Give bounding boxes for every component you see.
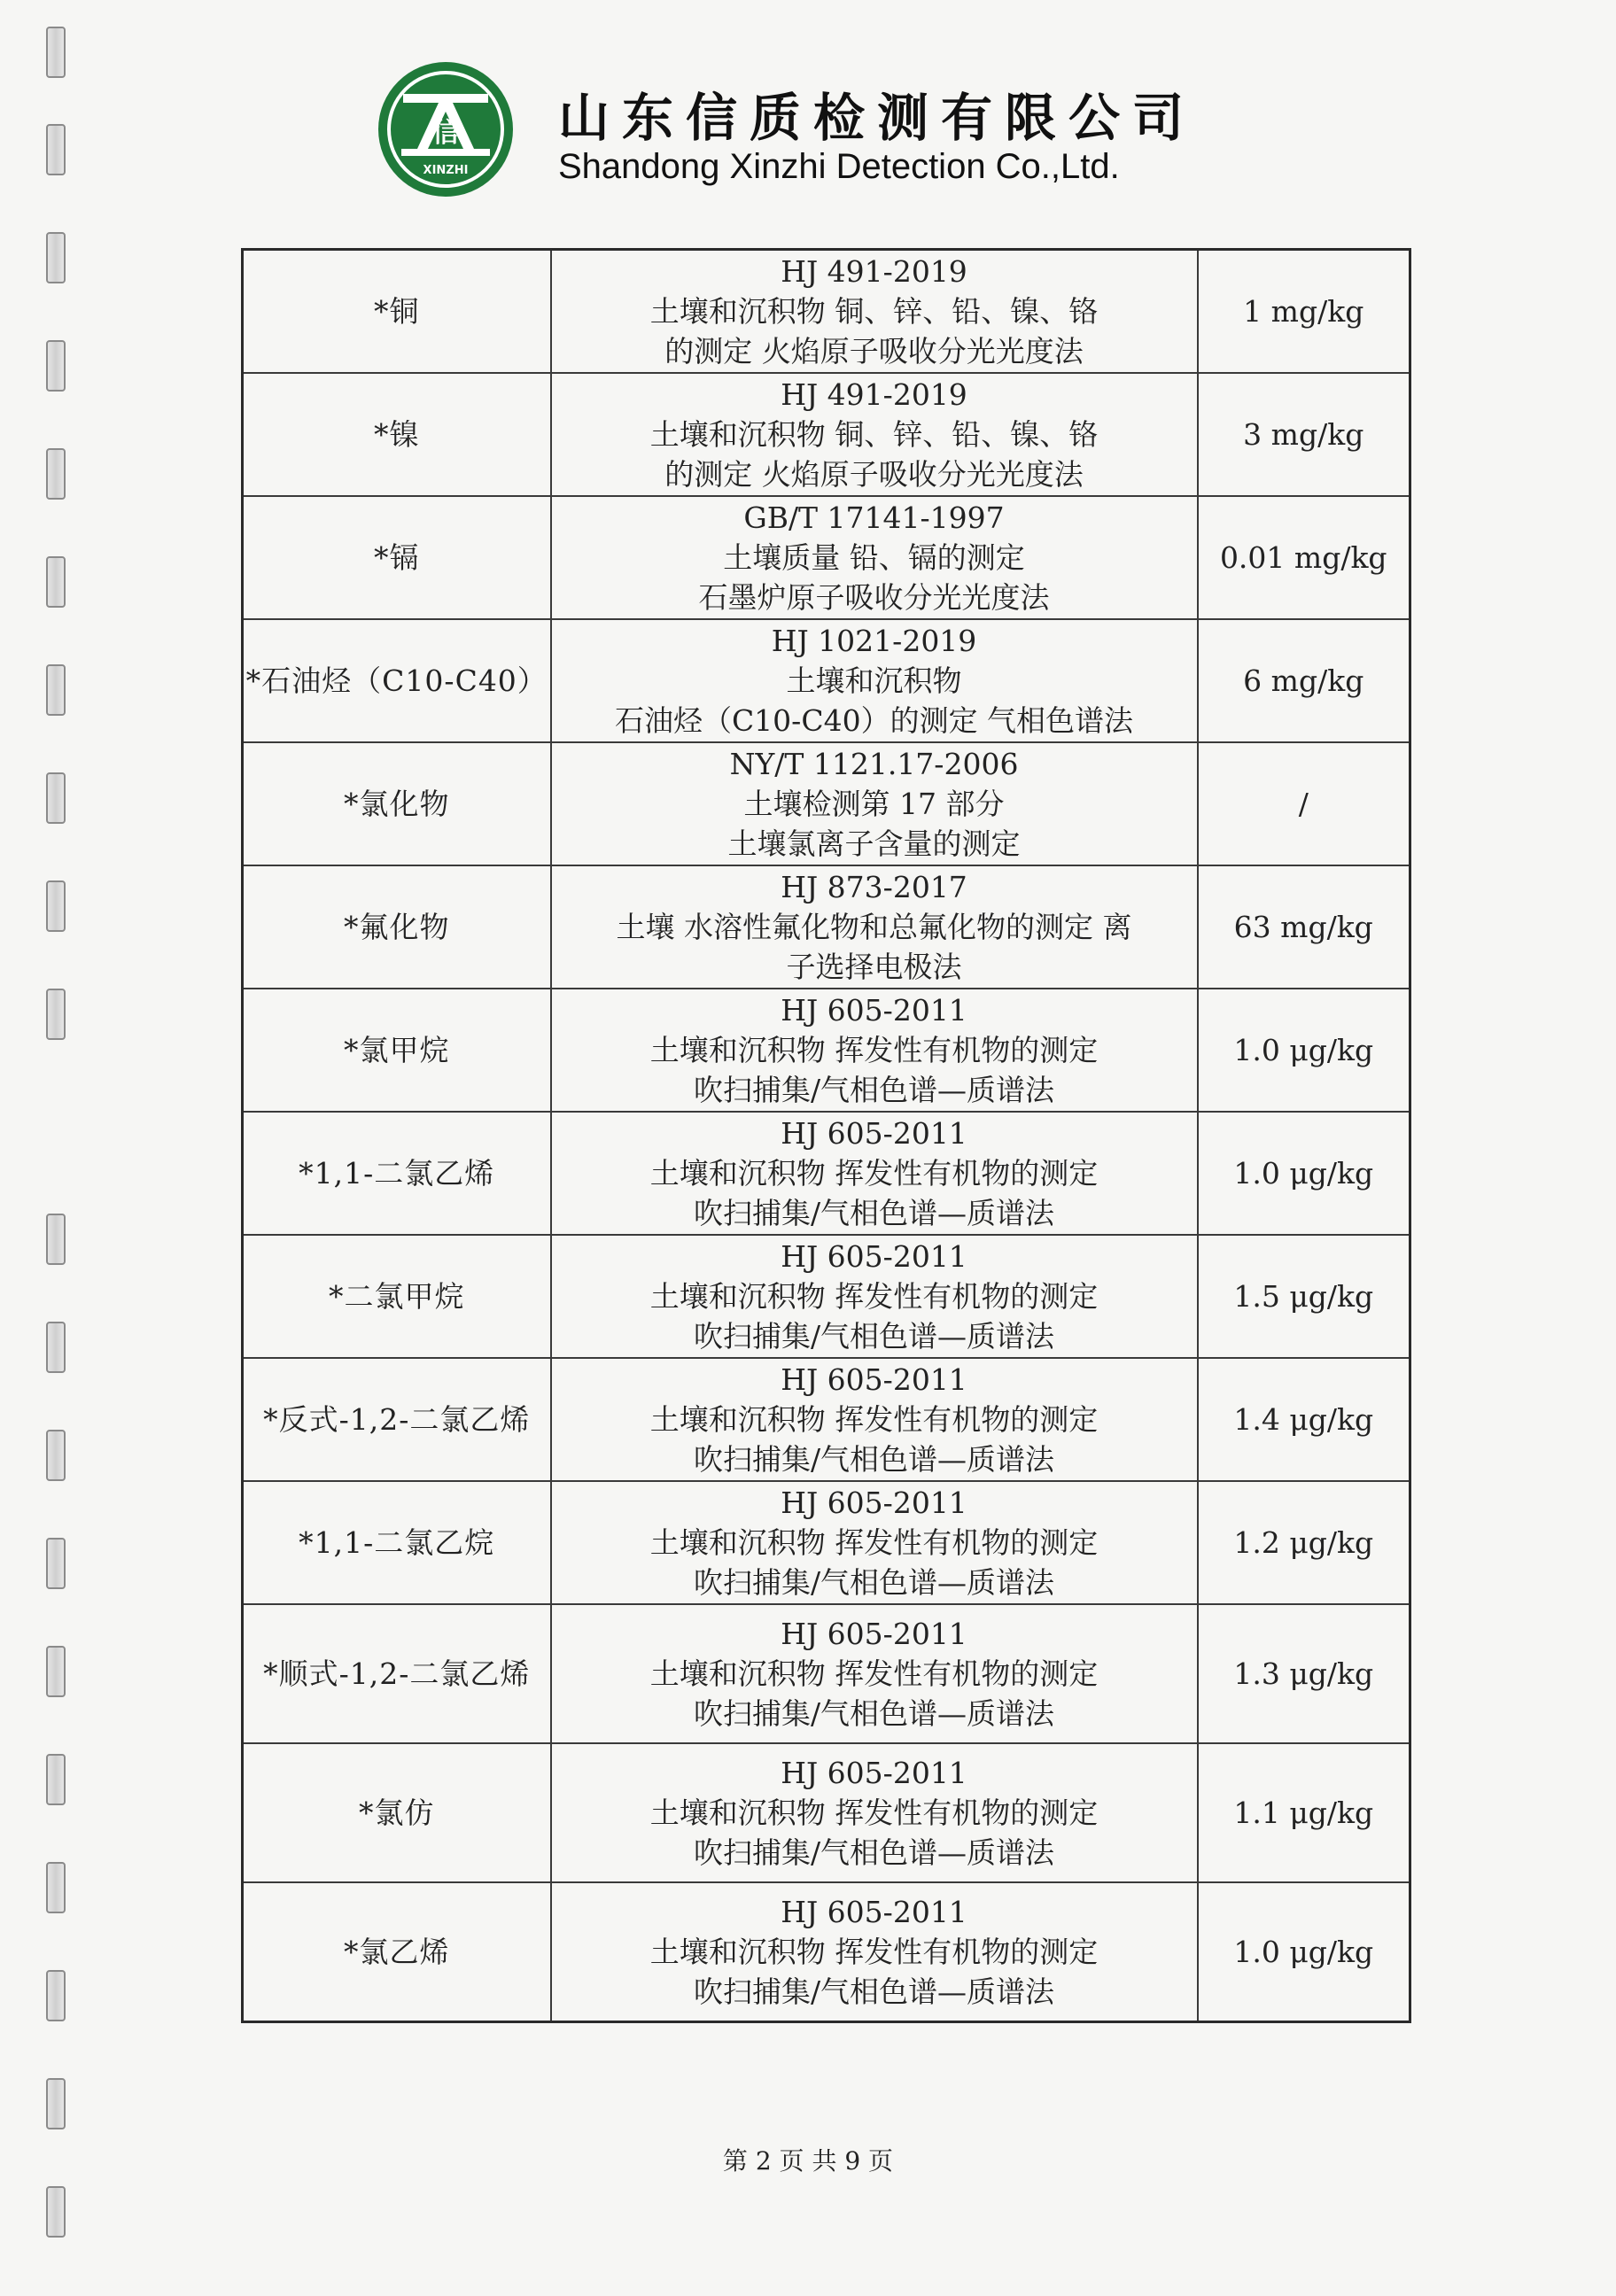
binding-hole xyxy=(46,2186,66,2238)
binding-hole xyxy=(46,1430,66,1481)
method-description-line: 吹扫捕集/气相色谱—质谱法 xyxy=(693,1442,1055,1477)
method-standard-code: HJ 605-2011 xyxy=(781,1756,967,1790)
method-description-line: 土壤和沉积物 挥发性有机物的测定 xyxy=(649,1033,1099,1067)
method-description-line: 石墨炉原子吸收分光光度法 xyxy=(698,580,1050,615)
method-cell xyxy=(551,1743,1198,1882)
method-description-line: 土壤和沉积物 挥发性有机物的测定 xyxy=(649,1402,1099,1437)
method-standard-code: HJ 605-2011 xyxy=(781,1617,967,1651)
method-table-container xyxy=(241,248,1409,2023)
method-standard-code: HJ 873-2017 xyxy=(781,870,967,904)
method-description-line: 土壤和沉积物 挥发性有机物的测定 xyxy=(649,1796,1099,1830)
method-description-line: 吹扫捕集/气相色谱—质谱法 xyxy=(693,1696,1055,1731)
test-item-cell: *1,1-二氯乙烷 xyxy=(243,1481,551,1604)
test-item-cell: *1,1-二氯乙烯 xyxy=(243,1112,551,1235)
detection-limit-cell: 1.0 μg/kg xyxy=(1198,1112,1410,1235)
method-cell xyxy=(551,250,1198,374)
test-item-cell: *镍 xyxy=(243,373,551,496)
company-logo xyxy=(377,60,515,198)
company-name-cn: 山东信质检测有限公司 xyxy=(558,88,1197,148)
table-row xyxy=(243,1481,1410,1604)
binding-hole xyxy=(46,664,66,716)
method-standard-code: HJ 491-2019 xyxy=(781,254,967,289)
method-description-line: 土壤和沉积物 铜、锌、铅、镍、铬 xyxy=(649,294,1099,329)
table-row xyxy=(243,1358,1410,1481)
page-number: 第 2 页 共 9 页 xyxy=(722,2146,894,2176)
binding-holes xyxy=(46,0,67,2296)
method-standard-code: HJ 605-2011 xyxy=(781,1895,967,1929)
test-item-cell: *氯乙烯 xyxy=(243,1882,551,2022)
table-row xyxy=(243,742,1410,865)
method-standard-code: GB/T 17141-1997 xyxy=(743,500,1005,535)
method-standard-code: HJ 605-2011 xyxy=(781,1116,967,1151)
company-name-en: Shandong Xinzhi Detection Co.,Ltd. xyxy=(558,147,1120,186)
method-description-line: 土壤检测第 17 部分 xyxy=(743,787,1005,821)
method-description-line: 土壤和沉积物 挥发性有机物的测定 xyxy=(649,1656,1099,1691)
test-item-cell: *氯化物 xyxy=(243,742,551,865)
method-description-line: 吹扫捕集/气相色谱—质谱法 xyxy=(693,1835,1055,1870)
detection-limit-cell: 1.4 μg/kg xyxy=(1198,1358,1410,1481)
detection-limit-cell: 3 mg/kg xyxy=(1198,373,1410,496)
binding-hole xyxy=(46,1970,66,2021)
method-description-line: 土壤 水溶性氟化物和总氟化物的测定 离 xyxy=(616,910,1132,944)
logo-text: 信 xyxy=(432,118,459,149)
binding-hole xyxy=(46,27,66,78)
method-table xyxy=(241,248,1411,2023)
method-description-line: 吹扫捕集/气相色谱—质谱法 xyxy=(693,1974,1055,2009)
method-description-line: 土壤和沉积物 xyxy=(786,663,962,698)
letterhead xyxy=(377,60,1209,202)
detection-limit-cell: 1.2 μg/kg xyxy=(1198,1481,1410,1604)
test-item-cell: *氯甲烷 xyxy=(243,989,551,1112)
method-standard-code: HJ 491-2019 xyxy=(781,377,967,412)
method-standard-code: HJ 605-2011 xyxy=(781,1239,967,1274)
detection-limit-cell: 6 mg/kg xyxy=(1198,619,1410,742)
method-cell xyxy=(551,989,1198,1112)
method-cell xyxy=(551,619,1198,742)
detection-limit-cell: 1 mg/kg xyxy=(1198,250,1410,374)
binding-hole xyxy=(46,2078,66,2129)
method-description-line: 石油烃（C10-C40）的测定 气相色谱法 xyxy=(614,703,1134,738)
table-row xyxy=(243,865,1410,989)
method-description-line: 的测定 火焰原子吸收分光光度法 xyxy=(664,457,1084,492)
method-cell xyxy=(551,1604,1198,1743)
detection-limit-cell: 63 mg/kg xyxy=(1198,865,1410,989)
binding-hole xyxy=(46,1754,66,1805)
method-cell xyxy=(551,1481,1198,1604)
detection-limit-cell: 1.3 μg/kg xyxy=(1198,1604,1410,1743)
detection-limit-cell: 1.1 μg/kg xyxy=(1198,1743,1410,1882)
table-row xyxy=(243,1235,1410,1358)
table-row xyxy=(243,373,1410,496)
table-row xyxy=(243,1604,1410,1743)
method-standard-code: HJ 1021-2019 xyxy=(771,624,977,658)
method-description-line: 土壤和沉积物 挥发性有机物的测定 xyxy=(649,1156,1099,1191)
method-cell xyxy=(551,742,1198,865)
table-row xyxy=(243,1743,1410,1882)
binding-hole xyxy=(46,1214,66,1265)
detection-limit-cell: 1.0 μg/kg xyxy=(1198,989,1410,1112)
method-description-line: 土壤和沉积物 挥发性有机物的测定 xyxy=(649,1935,1099,1969)
binding-hole xyxy=(46,989,66,1040)
method-standard-code: HJ 605-2011 xyxy=(781,1362,967,1397)
method-cell xyxy=(551,1358,1198,1481)
method-description-line: 土壤质量 铅、镉的测定 xyxy=(723,540,1025,575)
method-cell xyxy=(551,496,1198,619)
binding-hole xyxy=(46,340,66,392)
table-row xyxy=(243,1112,1410,1235)
method-cell xyxy=(551,373,1198,496)
method-cell xyxy=(551,1882,1198,2022)
test-item-cell: *铜 xyxy=(243,250,551,374)
detection-limit-cell: 0.01 mg/kg xyxy=(1198,496,1410,619)
logo-mark: XINZHI xyxy=(423,164,469,177)
method-description-line: 吹扫捕集/气相色谱—质谱法 xyxy=(693,1196,1055,1230)
test-item-cell: *石油烃（C10-C40） xyxy=(243,619,551,742)
binding-hole xyxy=(46,232,66,283)
method-description-line: 土壤氯离子含量的测定 xyxy=(727,826,1021,861)
table-row xyxy=(243,1882,1410,2022)
method-description-line: 吹扫捕集/气相色谱—质谱法 xyxy=(693,1319,1055,1354)
detection-limit-cell: 1.5 μg/kg xyxy=(1198,1235,1410,1358)
binding-hole xyxy=(46,1646,66,1697)
test-item-cell: *反式-1,2-二氯乙烯 xyxy=(243,1358,551,1481)
binding-hole xyxy=(46,124,66,175)
method-description-line: 土壤和沉积物 挥发性有机物的测定 xyxy=(649,1279,1099,1314)
method-cell xyxy=(551,1235,1198,1358)
method-description-line: 吹扫捕集/气相色谱—质谱法 xyxy=(693,1073,1055,1107)
table-row xyxy=(243,619,1410,742)
detection-limit-cell: 1.0 μg/kg xyxy=(1198,1882,1410,2022)
method-description-line: 的测定 火焰原子吸收分光光度法 xyxy=(664,334,1084,368)
test-item-cell: *二氯甲烷 xyxy=(243,1235,551,1358)
table-row xyxy=(243,250,1410,374)
method-cell xyxy=(551,865,1198,989)
binding-hole xyxy=(46,1322,66,1373)
table-row xyxy=(243,989,1410,1112)
test-item-cell: *顺式-1,2-二氯乙烯 xyxy=(243,1604,551,1743)
test-item-cell: *镉 xyxy=(243,496,551,619)
test-item-cell: *氯仿 xyxy=(243,1743,551,1882)
binding-hole xyxy=(46,772,66,824)
detection-limit-cell: / xyxy=(1198,742,1410,865)
binding-hole xyxy=(46,556,66,608)
method-table-body xyxy=(243,250,1410,2022)
method-standard-code: NY/T 1121.17-2006 xyxy=(729,747,1019,781)
method-description-line: 土壤和沉积物 铜、锌、铅、镍、铬 xyxy=(649,417,1099,452)
binding-hole xyxy=(46,1862,66,1913)
method-standard-code: HJ 605-2011 xyxy=(781,993,967,1028)
method-standard-code: HJ 605-2011 xyxy=(781,1485,967,1520)
binding-hole xyxy=(46,1538,66,1589)
method-cell xyxy=(551,1112,1198,1235)
binding-hole xyxy=(46,448,66,500)
method-description-line: 吹扫捕集/气相色谱—质谱法 xyxy=(693,1565,1055,1600)
method-description-line: 土壤和沉积物 挥发性有机物的测定 xyxy=(649,1525,1099,1560)
table-row xyxy=(243,496,1410,619)
method-description-line: 子选择电极法 xyxy=(786,950,962,984)
test-item-cell: *氟化物 xyxy=(243,865,551,989)
binding-hole xyxy=(46,880,66,932)
